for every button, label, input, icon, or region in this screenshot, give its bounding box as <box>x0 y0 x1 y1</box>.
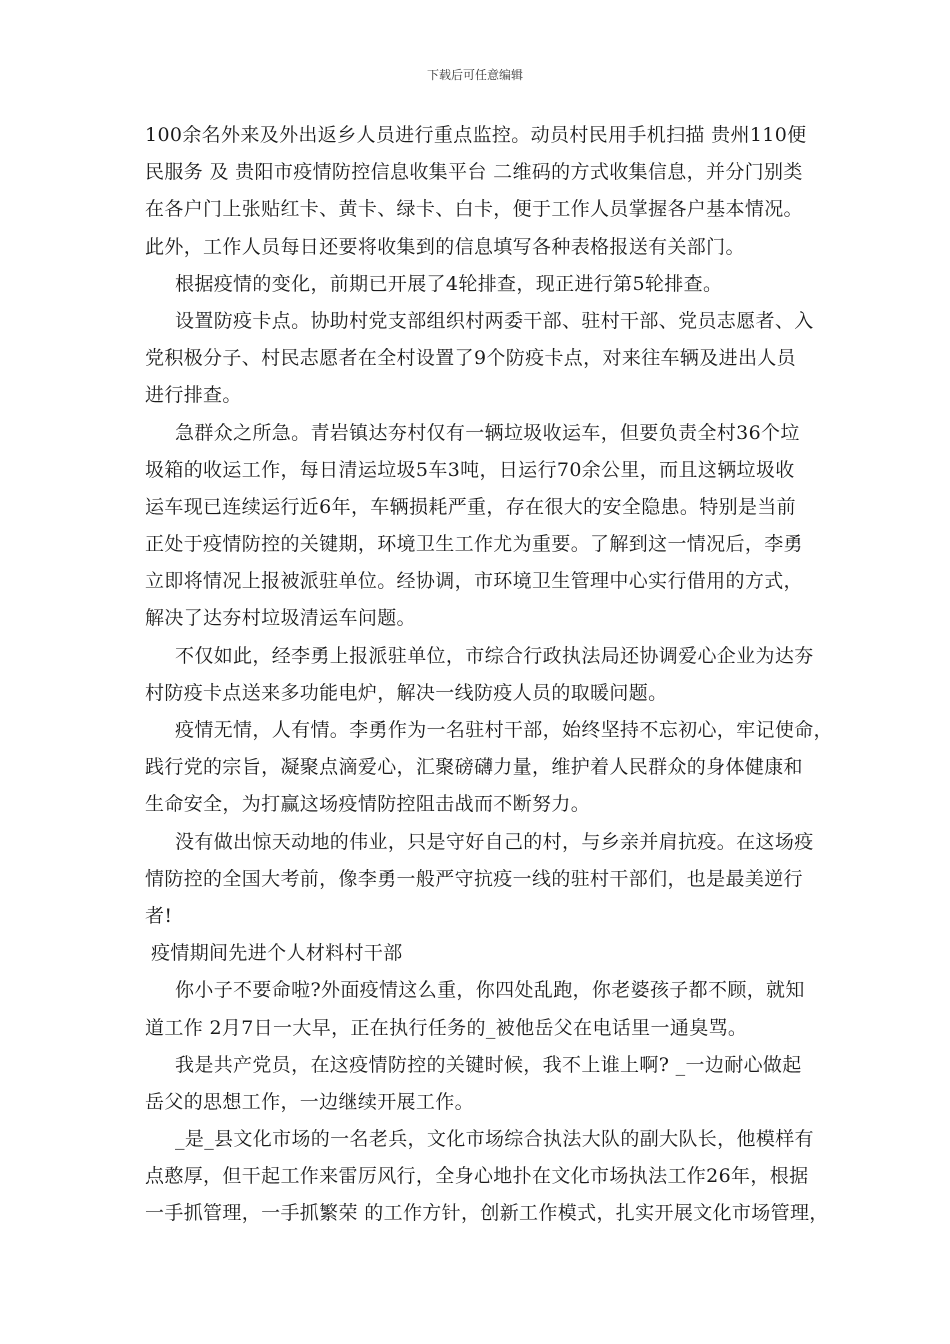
document-body <box>145 117 833 1233</box>
text-line: 圾箱的收运工作，每日清运垃圾5车3吨，日运行70余公里，而且这辆垃圾收 <box>145 458 795 481</box>
text-line: 村防疫卡点送来多功能电炉，解决一线防疫人员的取暖问题。 <box>145 681 668 704</box>
text-line: 设置防疫卡点。协助村党支部组织村两委干部、驻村干部、党员志愿者、入 <box>175 309 814 332</box>
text-line: 岳父的思想工作，一边继续开展工作。 <box>145 1090 474 1113</box>
text-line: 民服务 及 贵阳市疫情防控信息收集平台 二维码的方式收集信息，并分门别类 <box>145 161 803 184</box>
text-line: 情防控的全国大考前，像李勇一般严守抗疫一线的驻村干部们，也是最美逆行 <box>145 867 803 890</box>
text-line: 在各户门上张贴红卡、黄卡、绿卡、白卡，便于工作人员掌握各户基本情况。 <box>145 198 803 221</box>
text-line: _是_县文化市场的一名老兵，文化市场综合执法大队的副大队长，他模样有 <box>175 1128 814 1151</box>
text-line: 此外，工作人员每日还要将收集到的信息填写各种表格报送有关部门。 <box>145 235 745 258</box>
text-line: 践行党的宗旨，凝聚点滴爱心，汇聚磅礴力量，维护着人民群众的身体健康和 <box>145 756 803 779</box>
page-header: 下载后可任意编辑 <box>426 68 523 82</box>
text-line: 进行排查。 <box>145 384 242 407</box>
text-line: 我是共产党员，在这疫情防控的关键时候，我不上谁上啊? _一边耐心做起 <box>175 1053 802 1076</box>
text-line: 点憨厚，但干起工作来雷厉风行，全身心地扑在文化市场执法工作26年，根据 <box>145 1165 809 1188</box>
text-line: 者! <box>145 904 173 927</box>
text-line: 立即将情况上报被派驻单位。经协调，市环境卫生管理中心实行借用的方式， <box>145 570 803 593</box>
text-line: 一手抓管理，一手抓繁荣 的工作方针，创新工作模式，扎实开展文化市场管理， <box>145 1202 829 1225</box>
text-line: 道工作 2月7日一大早，正在执行任务的_被他岳父在电话里一通臭骂。 <box>145 1016 748 1039</box>
text-line: 正处于疫情防控的关键期，环境卫生工作尤为重要。了解到这一情况后，李勇 <box>145 533 803 556</box>
text-line: 生命安全，为打赢这场疫情防控阻击战而不断努力。 <box>145 793 591 816</box>
text-line: 100余名外来及外出返乡人员进行重点监控。动员村民用手机扫描 贵州110便 <box>145 124 807 146</box>
text-line: 急群众之所急。青岩镇达夯村仅有一辆垃圾收运车，但要负责全村36个垃 <box>175 421 800 444</box>
text-line: 没有做出惊天动地的伟业，只是守好自己的村，与乡亲并肩抗疫。在这场疫 <box>175 830 814 853</box>
text-line: 根据疫情的变化，前期已开展了4轮排查，现正进行第5轮排查。 <box>175 272 723 295</box>
text-line: 党积极分子、村民志愿者在全村设置了9个防疫卡点，对来往车辆及进出人员 <box>145 347 796 370</box>
text-line: 不仅如此，经李勇上报派驻单位，市综合行政执法局还协调爱心企业为达夯 <box>175 644 814 667</box>
text-line: 运车现已连续运行近6年，车辆损耗严重，存在很大的安全隐患。特别是当前 <box>145 495 796 518</box>
text-line: 解决了达夯村垃圾清运车问题。 <box>145 607 416 630</box>
text-line: 疫情无情，人有情。李勇作为一名驻村干部，始终坚持不忘初心，牢记使命， <box>175 719 833 741</box>
text-line: 疫情期间先进个人材料村干部 <box>151 942 403 965</box>
text-line: 你小子不要命啦?外面疫情这么重，你四处乱跑，你老婆孩子都不顾，就知 <box>175 979 805 1002</box>
